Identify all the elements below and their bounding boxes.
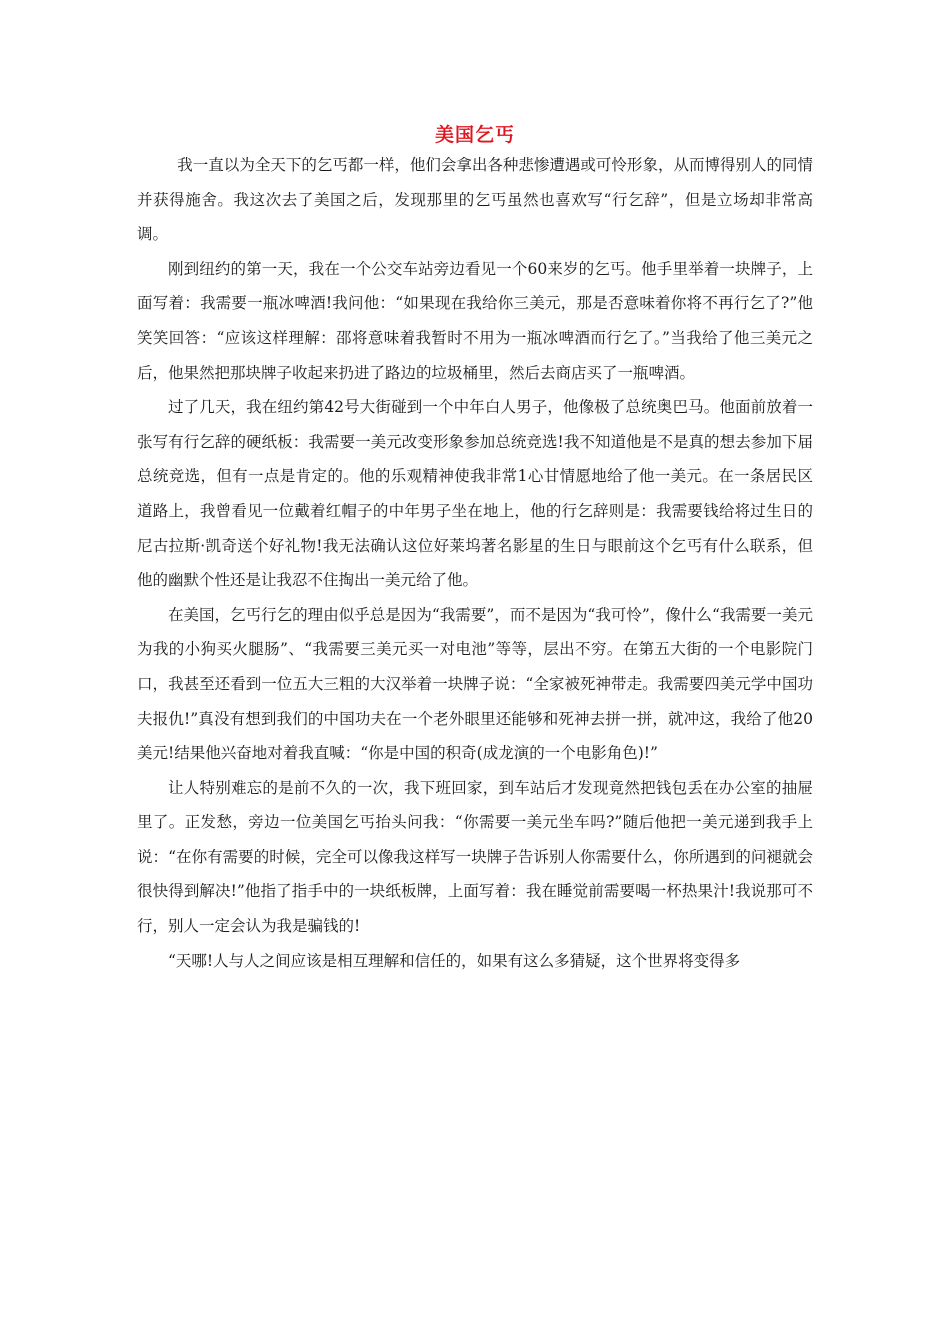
article-body	[137, 148, 813, 978]
paragraph: 过了几天，我在纽约第42号大街碰到一个中年白人男子，他像极了总统奥巴马。他面前放着一张写有行乞辞的硬纸板：我需要一美元改变形象参加总统竞选!我不知道他是不是真的想去参加下届总统竞选，但有一点是肯定的。他的乐观精神使我非常1心甘情愿地给了他一美元。在一条居民区道路上，我曾看见一位戴着红帽子的中年男子坐在地上，他的行乞辞则是：我需要钱给将过生日的尼古拉斯·凯奇送个好礼物!我无法确认这位好莱坞著名影星的生日与眼前这个乞丐有什么联系，但他的幽默个性还是让我忍不住掏出一美元给了他。	[137, 398, 813, 590]
paragraph: 刚到纽约的第一天，我在一个公交车站旁边看见一个60来岁的乞丐。他手里举着一块牌子，上面写着：我需要一瓶冰啤酒!我问他：“如果现在我给你三美元，那是否意味着你将不再行乞了?”他笑笑回答：“应该这样理解：邵将意味着我暂时不用为一瓶冰啤酒而行乞了。”当我给了他三美元之后，他果然把那块牌子收起来扔进了路边的垃圾桶里，然后去商店买了一瓶啤酒。	[137, 259, 813, 382]
paragraph: 我一直以为全天下的乞丐都一样，他们会拿出各种悲惨遭遇或可怜形象，从而博得别人的同情并获得施舍。我这次去了美国之后，发现那里的乞丐虽然也喜欢写“行乞辞”，但是立场却非常高调。	[137, 156, 813, 244]
paragraph: 让人特别难忘的是前不久的一次，我下班回家，到车站后才发现竟然把钱包丢在办公室的抽屉里了。正发愁，旁边一位美国乞丐抬头问我：“你需要一美元坐车吗?”随后他把一美元递到我手上说：“在你有需要的时候，完全可以像我这样写一块牌子告诉别人你需要什么，你所遇到的问褪就会很快得到解决!”他指了指手中的一块纸板牌，上面写着：我在睡觉前需要喝一杯热果汁!我说那可不行，别人一定会认为我是骗钱的!	[137, 778, 813, 936]
paragraph: “天哪!人与人之间应该是相互理解和信任的，如果有这么多猜疑，这个世界将变得多	[168, 951, 741, 970]
document-title: 美国乞丐	[434, 124, 515, 146]
paragraph: 在美国，乞丐行乞的理由似乎总是因为“我需要”，而不是因为“我可怜”，像什么“我需要一美元为我的小狗买火腿肠”、“我需要三美元买一对电池”等等，层出不穷。在第五大街的一个电影院门口，我甚至还看到一位五大三粗的大汉举着一块牌子说：“全家被死神带走。我需要四美元学中国功夫报仇!”真没有想到我们的中国功夫在一个老外眼里还能够和死神去拼一拼，就冲这，我给了他20美元!结果他兴奋地对着我直喊：“你是中国的积奇(成龙演的一个电影角色)!”	[137, 605, 813, 763]
